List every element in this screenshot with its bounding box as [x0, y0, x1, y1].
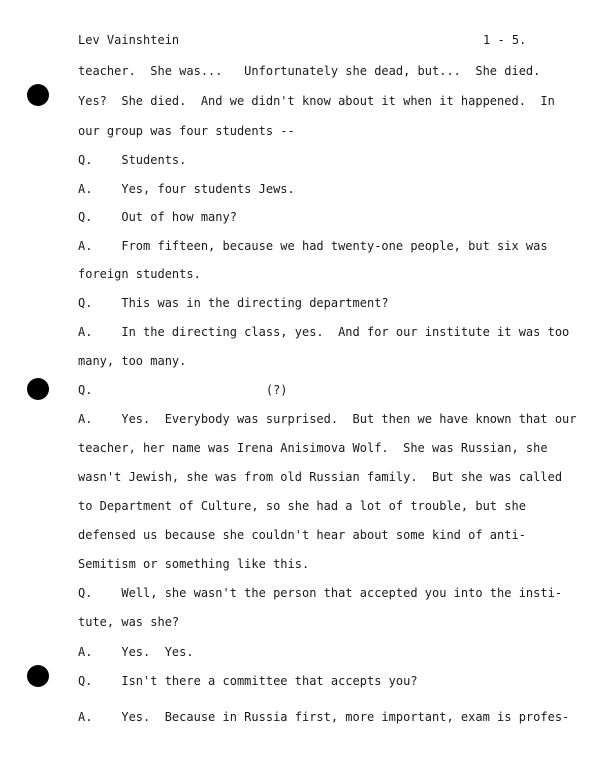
header-speaker-name: Lev Vainshtein [78, 33, 180, 47]
transcript-line: Yes? She died. And we didn't know about it when it happened. In [78, 94, 555, 108]
transcript-line: teacher, her name was Irena Anisimova Wolf. She was Russian, she [78, 441, 548, 455]
transcript-line: tute, was she? [78, 615, 180, 629]
transcript-line: Q. (?) [78, 383, 288, 397]
transcript-line: defensed us because she couldn't hear about some kind of anti- [78, 528, 526, 542]
transcript-line: Q. Well, she wasn't the person that accepted you into the insti- [78, 586, 563, 600]
transcript-line: to Department of Culture, so she had a lot of trouble, but she [78, 499, 526, 513]
transcript-line: A. Yes, four students Jews. [78, 182, 295, 196]
transcript-line: many, too many. [78, 354, 187, 368]
transcript-line: A. In the directing class, yes. And for our institute it was too [78, 325, 570, 339]
transcript-line: A. Yes. Yes. [78, 645, 194, 659]
header-page-number: 1 - 5. [483, 33, 527, 47]
transcript-line: foreign students. [78, 267, 201, 281]
transcript-line: our group was four students -- [78, 124, 295, 138]
transcript-line: Semitism or something like this. [78, 557, 310, 571]
transcript-line: Q. Students. [78, 153, 187, 167]
transcript-line: teacher. She was... Unfortunately she dead, but... She died. [78, 64, 541, 78]
transcript-line: A. Yes. Because in Russia first, more important, exam is profes- [78, 710, 570, 724]
transcript-line: Q. Isn't there a committee that accepts you? [78, 674, 418, 688]
transcript-line: wasn't Jewish, she was from old Russian family. But she was called [78, 470, 563, 484]
transcript-line: A. Yes. Everybody was surprised. But then we have known that our [78, 412, 577, 426]
transcript-line: Q. This was in the directing department? [78, 296, 389, 310]
punch-hole [27, 665, 49, 687]
punch-hole [27, 84, 49, 106]
transcript-line: A. From fifteen, because we had twenty-one people, but six was [78, 239, 548, 253]
punch-hole [27, 378, 49, 400]
transcript-line: Q. Out of how many? [78, 210, 237, 224]
